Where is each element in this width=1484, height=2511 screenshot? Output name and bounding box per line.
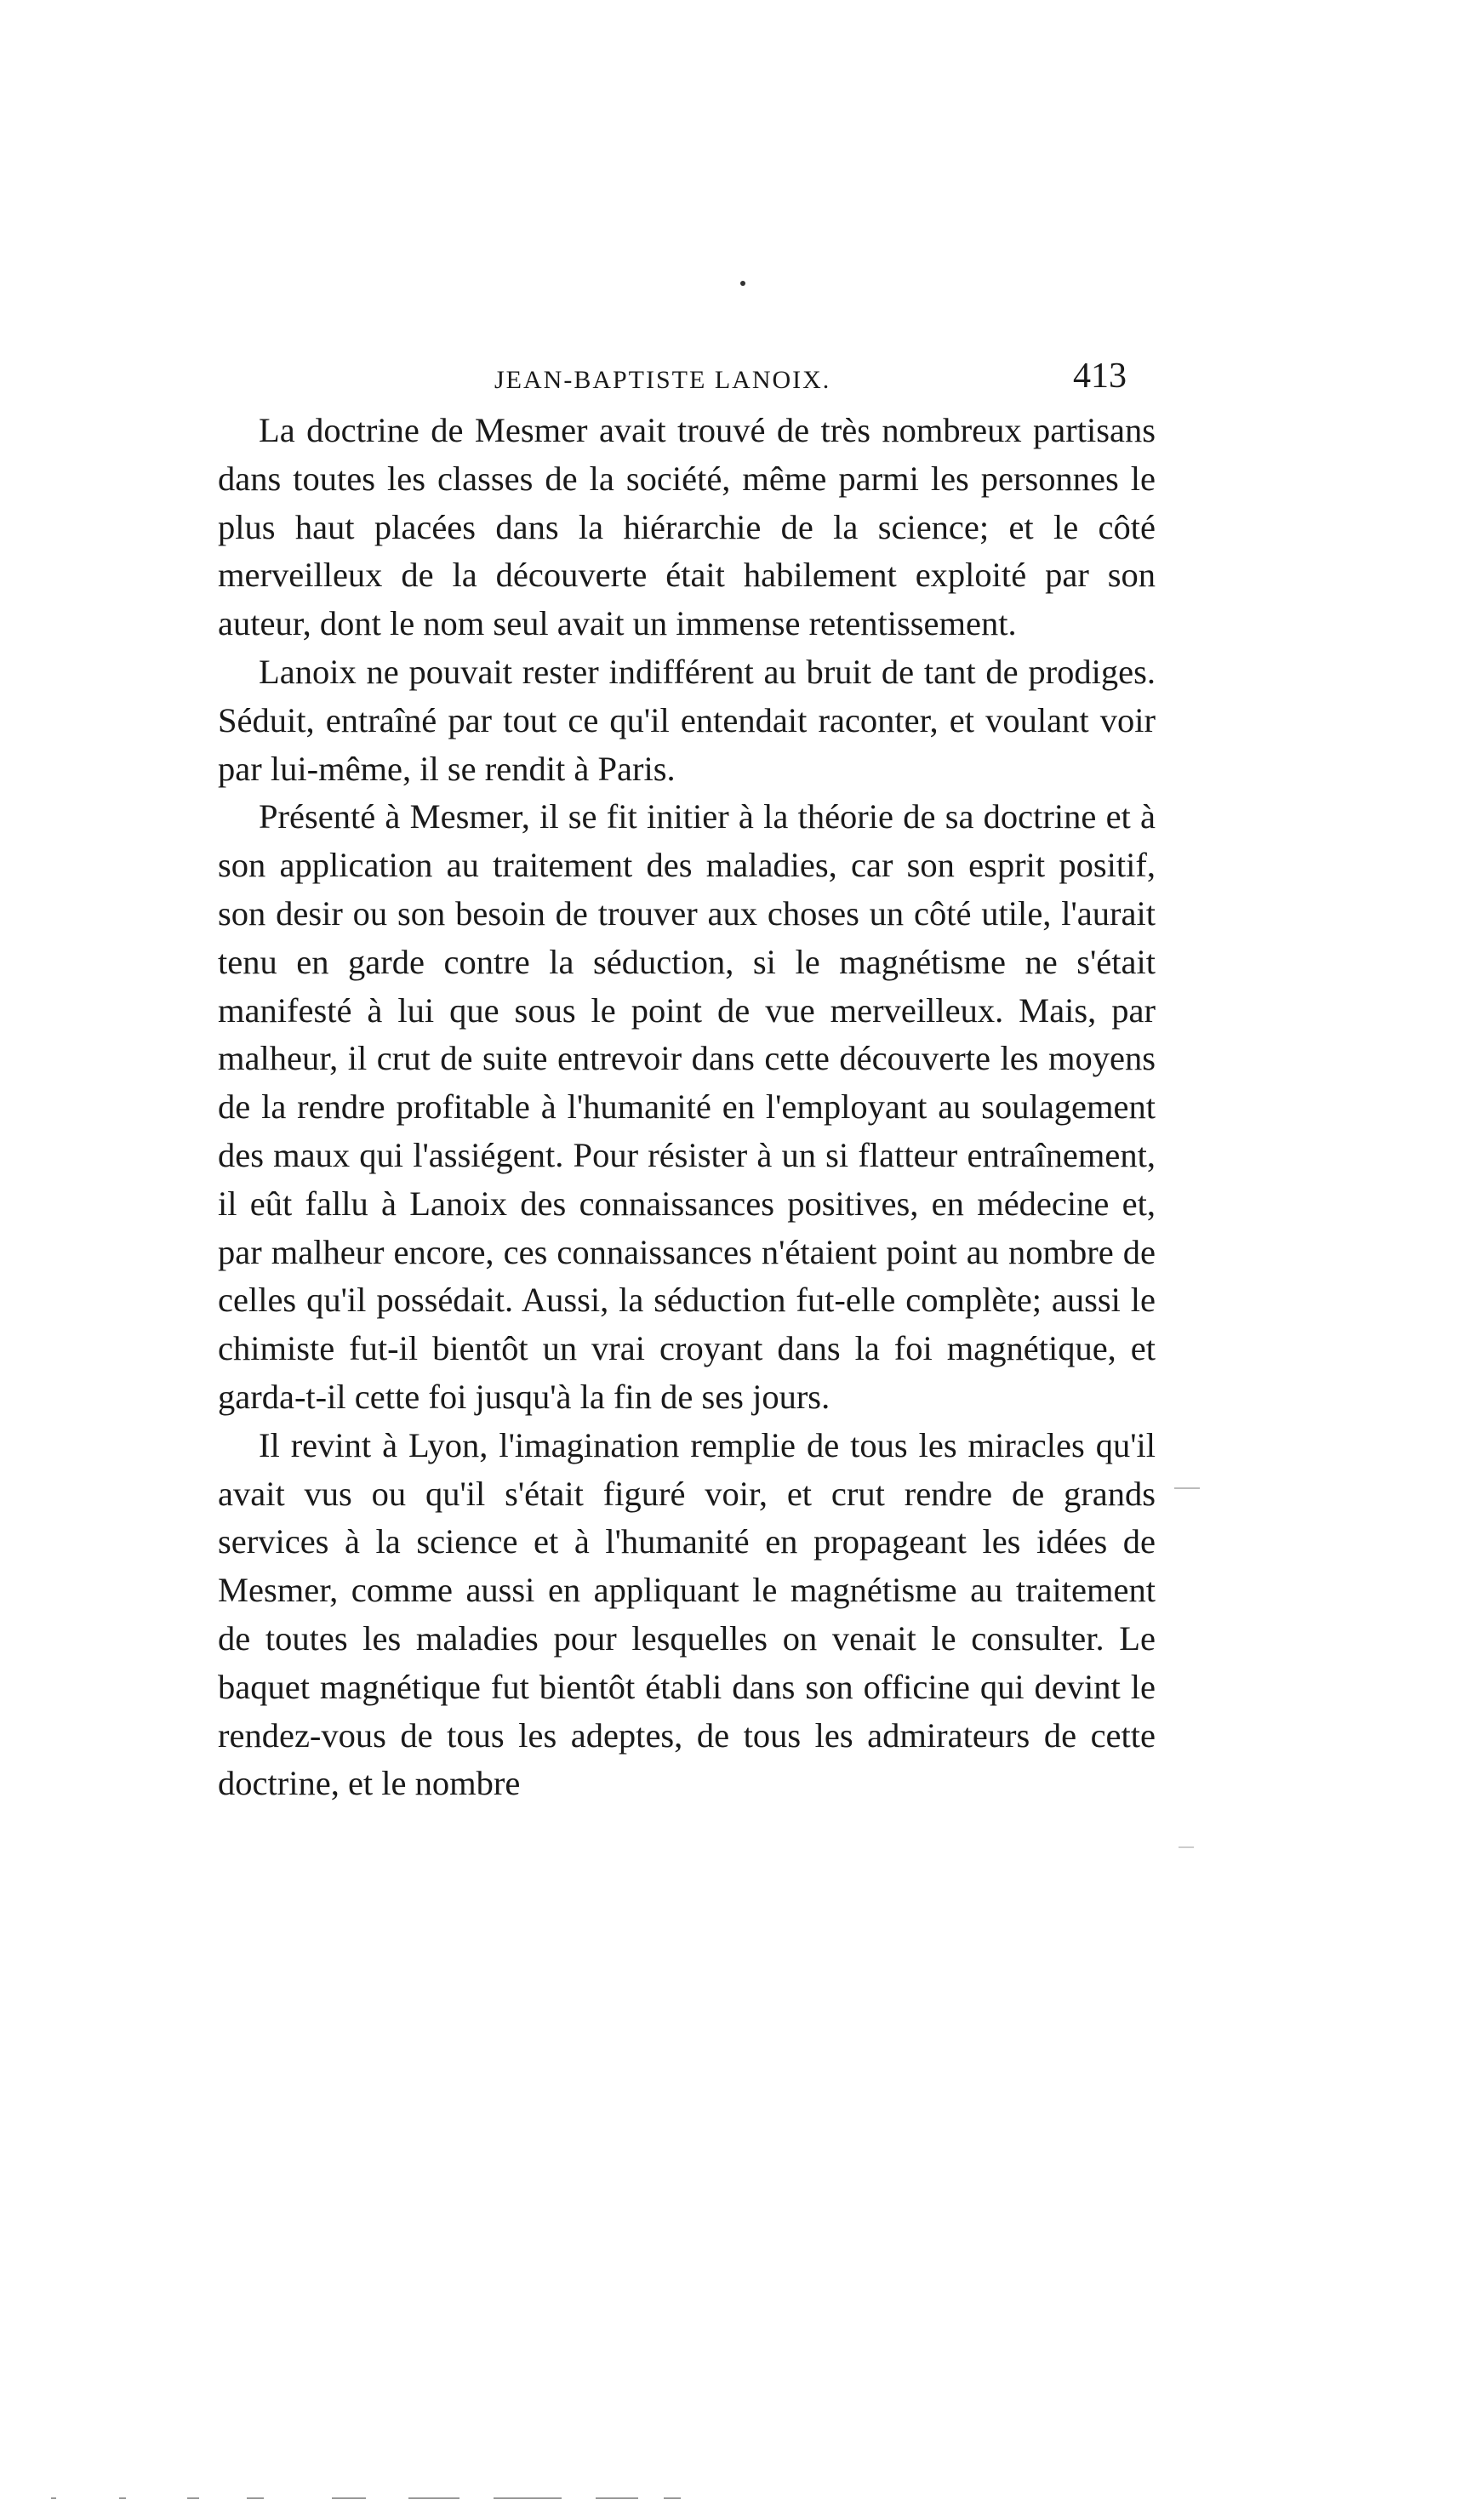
paragraph-4: Il revint à Lyon, l'imagination remplie de tous les miracles qu'il avait vus ou qu'il s'était figuré voir, et crut rendre de grands services à la science et à l'humanité en propageant les idées de Mesmer, comme aussi en appliquant le magnétisme au traitement de toutes les maladies pour lesquelles on venait le consulter. Le baquet magnétique fut bientôt établi dans son officine qui devint le rendez-vous de tous les adeptes, de tous les admirateurs de cette doctrine, et le nombre	[218, 1425, 1156, 1803]
paragraph-1: La doctrine de Mesmer avait trouvé de très nombreux partisans dans toutes les classes de la société, même parmi les personnes le plus haut placées dans la hiérarchie de la science; et le côté merveilleux de la découverte était habilement exploité par son auteur, dont le nom seul avait un immense retentissement.	[218, 411, 1156, 643]
margin-smudge	[1179, 1846, 1194, 1848]
margin-smudge	[1174, 1487, 1200, 1489]
running-title: JEAN-BAPTISTE LANOIX.	[494, 366, 831, 394]
page-number: 413	[1073, 357, 1127, 396]
paragraph-2: Lanoix ne pouvait rester indifférent au bruit de tant de prodiges. Séduit, entraîné par tout ce qu'il entendait raconter, et voulant voir par lui-même, il se rendit à Paris.	[218, 652, 1156, 788]
scan-edge-marks	[51, 2497, 715, 2500]
paragraph-3: Présenté à Mesmer, il se fit initier à la théorie de sa doctrine et à son application au traitement des maladies, car son esprit positif, son desir ou son besoin de trouver aux choses un côté utile, l'aurait tenu en garde contre la séduction, si le magnétisme ne s'était manifesté à lui que sous le point de vue merveilleux. Mais, par malheur, il crut de suite entrevoir dans cette découverte les moyens de la rendre profitable à l'humanité en l'employant au soulagement des maux qui l'assiégent. Pour résister à un si flatteur entraînement, il eût fallu à Lanoix des connaissances positives, en médecine et, par malheur encore, ces connaissances n'étaient point au nombre de celles qu'il possédait. Aussi, la séduction fut-elle complète; aussi le chimiste fut-il bientôt un vrai croyant dans la foi magnétique, et garda-t-il cette foi jusqu'à la fin de ses jours.	[218, 797, 1156, 1416]
page-header	[218, 356, 1154, 407]
body-text	[218, 407, 1156, 1808]
ink-dot	[740, 281, 745, 286]
